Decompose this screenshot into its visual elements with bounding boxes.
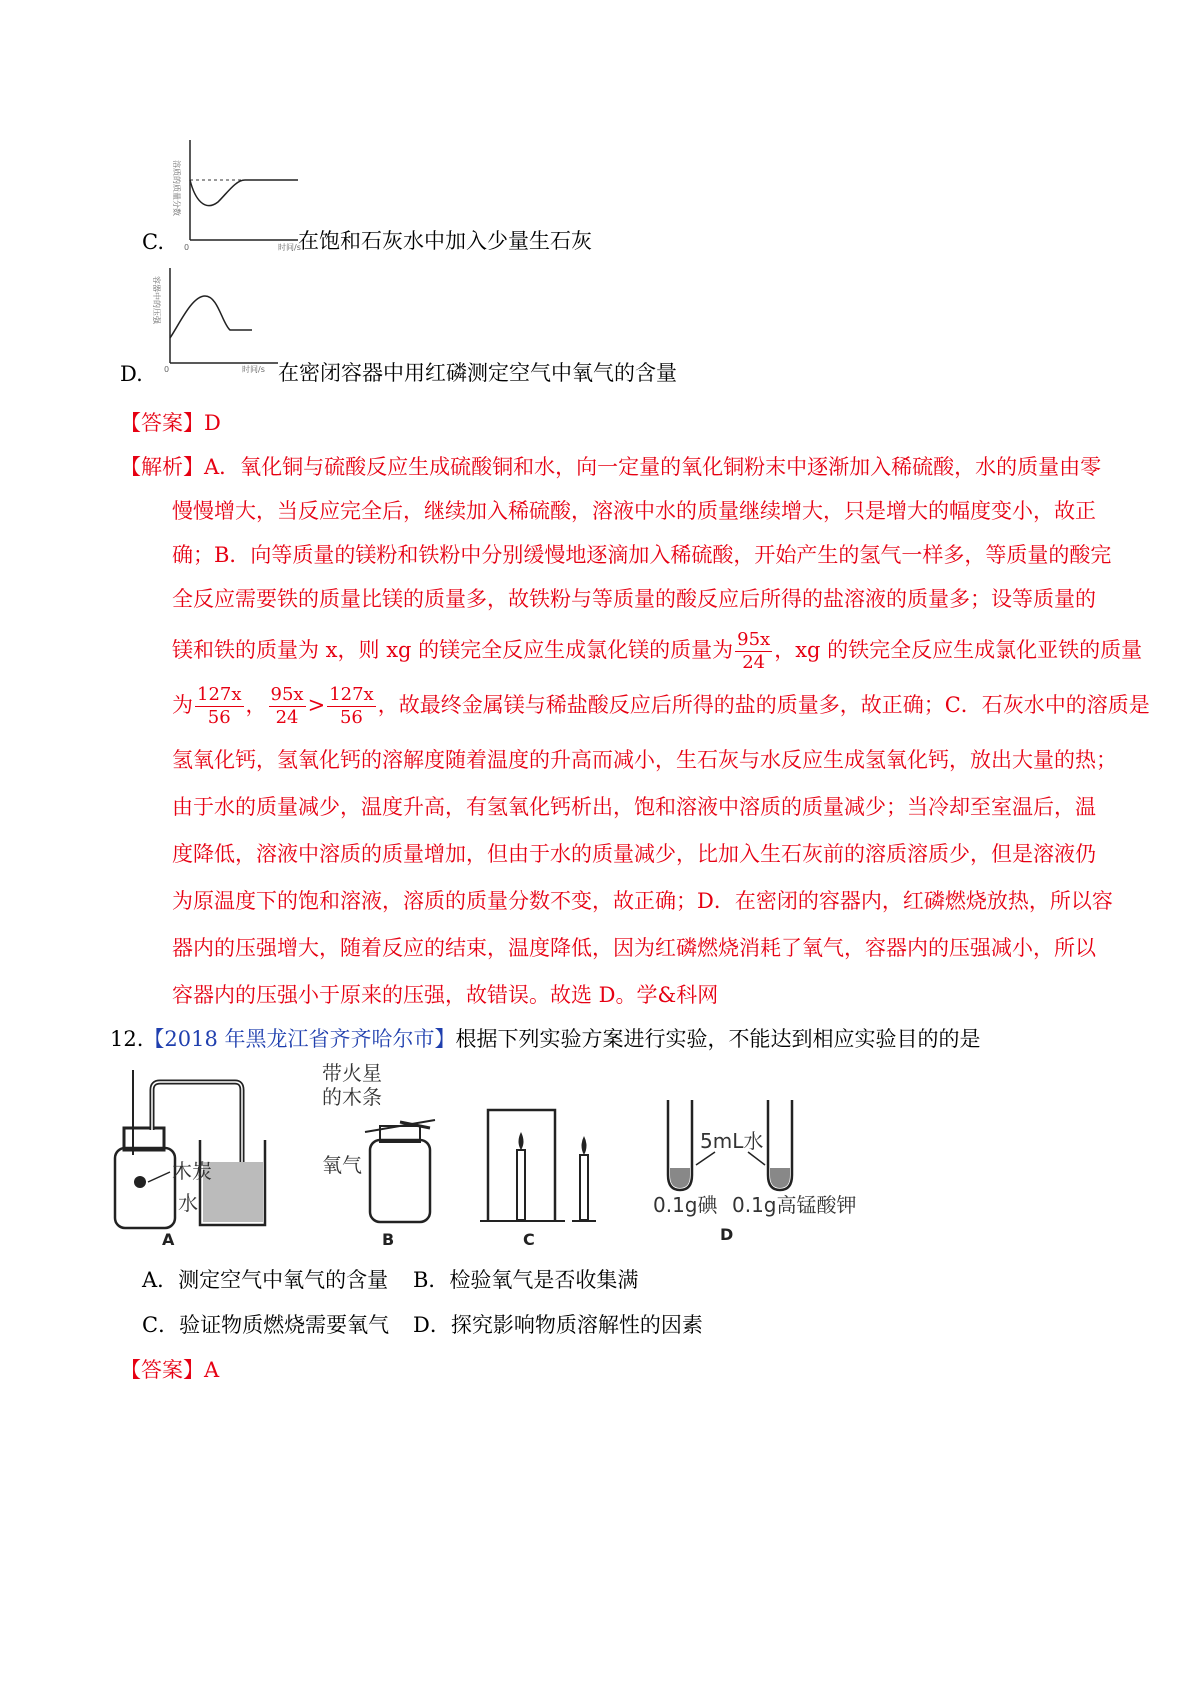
- q12-option-b: B．检验氧气是否收集满: [413, 1268, 639, 1292]
- analysis-text-6c: ，故最终金属镁与稀盐酸反应后所得的盐的质量多，故正确；C．石灰水中的溶质是: [377, 693, 1150, 717]
- analysis-line-2: 慢慢增大，当反应完全后，继续加入稀硫酸，溶液中水的质量继续增大，只是增大的幅度变小，故正: [172, 499, 1096, 523]
- answer-1-label: 【答案】: [120, 411, 204, 435]
- answer-2: [120, 1358, 219, 1382]
- graph-c-origin: 0: [184, 243, 190, 252]
- question-12-text: 根据下列实验方案进行实验，不能达到相应实验目的的是: [455, 1027, 981, 1051]
- q12-option-d: D．探究影响物质溶解性的因素: [413, 1313, 703, 1337]
- graph-c-x-label: 时间/s: [278, 243, 301, 252]
- apparatus-c: [480, 1110, 596, 1249]
- label-splint-1: 带火星: [322, 1061, 382, 1085]
- apparatus-a: [115, 1070, 265, 1249]
- apparatus-b: [322, 1061, 435, 1249]
- analysis-line-5: [172, 625, 1142, 675]
- fraction-95x-num-b: 95x: [270, 684, 304, 705]
- option-c-letter: C.: [142, 230, 164, 254]
- apparatus-d: [653, 1100, 857, 1244]
- graph-c-svg: [170, 140, 300, 265]
- analysis-line-1: [120, 455, 1101, 479]
- graph-d-x-label: 时间/s: [242, 365, 265, 374]
- analysis-label: 【解析】: [120, 455, 204, 479]
- label-iodine: 0.1g碘: [653, 1193, 718, 1217]
- caption-b: B: [382, 1230, 395, 1249]
- option-d-text: 在密闭容器中用红磷测定空气中氧气的含量: [278, 361, 677, 385]
- analysis-line-4: 全反应需要铁的质量比镁的质量多，故铁粉与等质量的酸反应后所得的盐溶液的质量多；设等质量的: [172, 587, 1096, 611]
- graph-d-origin: 0: [164, 365, 170, 374]
- label-oxygen: 氧气: [322, 1153, 362, 1177]
- answer-1: [120, 411, 221, 435]
- analysis-text-5b: ，xg 的铁完全反应生成氯化亚铁的质量: [774, 638, 1143, 662]
- analysis-line-12: 容器内的压强小于原来的压强，故错误。故选 D。学&科网: [172, 983, 719, 1007]
- label-splint-2: 的木条: [322, 1085, 382, 1109]
- question-12-number: 12.: [110, 1027, 144, 1051]
- q12-option-a: A．测定空气中氧气的含量: [142, 1268, 389, 1292]
- analysis-line-7: 氢氧化钙，氢氧化钙的溶解度随着温度的升高而减小，生石灰与水反应生成氢氧化钙，放出大量的热；: [172, 748, 1117, 772]
- graph-d-y-label: 容器中的压强: [152, 276, 161, 324]
- fraction-95x-24-b: [269, 684, 306, 729]
- answer-1-value: D: [204, 411, 221, 435]
- option-c-graph: [170, 140, 300, 265]
- analysis-line-10: 为原温度下的饱和溶液，溶质的质量分数不变，故正确；D．在密闭的容器内，红磷燃烧放热，所以容: [172, 889, 1113, 913]
- answer-2-value: A: [204, 1358, 220, 1382]
- fraction-127x-56-b: [327, 684, 376, 729]
- greater-than: >: [307, 693, 326, 717]
- question-12-source: 【2018 年黑龙江省齐齐哈尔市】: [143, 1027, 456, 1051]
- analysis-text-5a: 镁和铁的质量为 x，则 xg 的镁完全反应生成氯化镁的质量为: [172, 638, 734, 662]
- graph-d-curve: [170, 296, 252, 338]
- experiment-figure: [100, 1060, 860, 1250]
- fraction-95x-24: [735, 629, 772, 674]
- question-12-stem: [110, 1027, 981, 1051]
- caption-a: A: [162, 1230, 175, 1249]
- option-d-letter: D.: [120, 362, 143, 386]
- option-c-text: 在饱和石灰水中加入少量生石灰: [298, 229, 592, 253]
- label-water: 水: [178, 1191, 198, 1215]
- fraction-127x-56-a: [195, 684, 244, 729]
- analysis-line-3: 确；B．向等质量的镁粉和铁粉中分别缓慢地逐滴加入稀硫酸，开始产生的氢气一样多，等质量的酸完: [172, 543, 1112, 567]
- fraction-95x-num: 95x: [737, 629, 771, 650]
- answer-2-label: 【答案】: [120, 1358, 204, 1382]
- experiment-figure-svg: [100, 1060, 860, 1250]
- fraction-127x-num-b: 127x: [329, 684, 374, 705]
- q12-option-c: C．验证物质燃烧需要氧气: [142, 1313, 390, 1337]
- caption-d: D: [720, 1225, 734, 1244]
- analysis-line-9: 度降低，溶液中溶质的质量增加，但由于水的质量减少，比加入生石灰前的溶质溶质少，但是溶液仍: [172, 842, 1096, 866]
- graph-d-svg: [150, 268, 280, 378]
- fraction-127x-num-a: 127x: [197, 684, 242, 705]
- analysis-text-1: A．氧化铜与硫酸反应生成硫酸铜和水，向一定量的氧化铜粉末中逐渐加入稀硫酸，水的质量由零: [204, 455, 1102, 479]
- label-kmno4: 0.1g高锰酸钾: [732, 1193, 857, 1217]
- label-5ml-water: 5mL水: [700, 1129, 764, 1153]
- fraction-95x-den: 24: [742, 652, 766, 673]
- fraction-127x-den-a: 56: [207, 707, 231, 728]
- analysis-text-6b: ，: [245, 693, 267, 717]
- graph-c-y-label: 溶质的质量分数: [172, 160, 181, 216]
- fraction-127x-den-b: 56: [339, 707, 363, 728]
- fraction-95x-den-b: 24: [275, 707, 299, 728]
- graph-c-curve: [190, 180, 298, 206]
- analysis-text-6a: 为: [172, 693, 193, 717]
- label-charcoal: 木炭: [172, 1159, 212, 1183]
- analysis-line-8: 由于水的质量减少，温度升高，有氢氧化钙析出，饱和溶液中溶质的质量减少；当冷却至室温后，温: [172, 795, 1096, 819]
- analysis-line-6: [172, 680, 1150, 730]
- caption-c: C: [523, 1230, 535, 1249]
- analysis-line-11: 器内的压强增大，随着反应的结束，温度降低，因为红磷燃烧消耗了氧气，容器内的压强减小，所以: [172, 936, 1096, 960]
- option-d-graph: [150, 268, 280, 378]
